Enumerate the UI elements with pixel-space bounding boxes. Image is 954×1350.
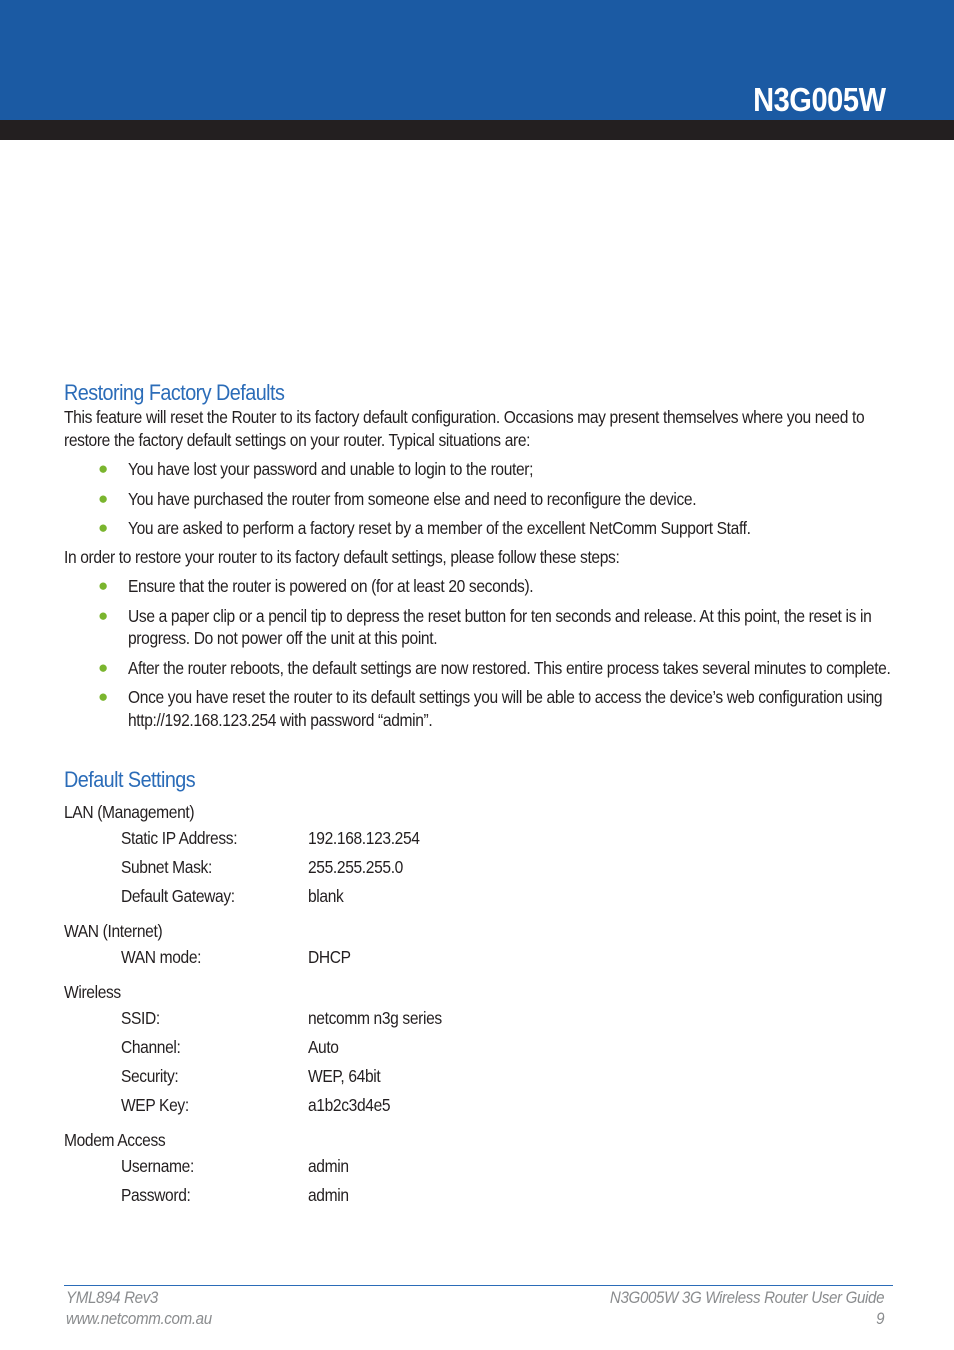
settings-row [64, 1032, 894, 1061]
bullet-icon: ● [98, 687, 108, 706]
setting-value: Auto [308, 1036, 339, 1057]
setting-value: 192.168.123.254 [308, 827, 420, 848]
list-item: ● You are asked to perform a factory reset by a member of the excellent NetComm Support Staff. [98, 518, 751, 538]
settings-row [64, 881, 894, 910]
settings-group-wireless [64, 981, 894, 1119]
settings-row [64, 1151, 894, 1180]
setting-key: Channel: [120, 1036, 181, 1057]
settings-row [64, 1061, 894, 1090]
setting-value: 255.255.255.0 [308, 856, 403, 877]
settings-group-modem-access [64, 1129, 894, 1209]
steps-intro: In order to restore your router to its factory default settings, please follow these steps: [64, 546, 620, 567]
website-link[interactable]: www.netcomm.com.au [66, 1309, 212, 1328]
bullet-icon: ● [98, 576, 108, 595]
group-label: Wireless [64, 982, 121, 1002]
setting-value: WEP, 64bit [308, 1065, 381, 1086]
header-strip [0, 120, 954, 140]
setting-value: a1b2c3d4e5 [308, 1094, 391, 1115]
footer-divider [64, 1285, 893, 1286]
page-content [64, 380, 894, 1209]
list-item: ● You have lost your password and unable to login to the router; [98, 459, 534, 479]
list-item: ● Ensure that the router is powered on (for at least 20 seconds). [98, 576, 534, 596]
settings-row [64, 852, 894, 881]
list-item: ● Use a paper clip or a pencil tip to depress the reset button for ten seconds and release. At this point, the reset is in progress. Do not power off the unit at this point. [98, 605, 872, 648]
setting-value: netcomm n3g series [308, 1007, 442, 1028]
settings-group-wan [64, 920, 894, 971]
setting-value: admin [308, 1155, 349, 1176]
setting-key: Username: [120, 1155, 194, 1176]
situations-list [64, 458, 894, 540]
setting-value: DHCP [308, 946, 351, 967]
doc-code: YML894 Rev3 [66, 1288, 158, 1307]
footer-left [66, 1287, 212, 1329]
settings-row [64, 1003, 894, 1032]
bullet-icon: ● [98, 488, 108, 508]
restoring-intro: This feature will reset the Router to its factory default configuration. Occasions may present themselves where you need to restore the factory default settings on your router. Typical situations are: [64, 407, 865, 450]
footer-right [610, 1287, 884, 1329]
list-item: ● You have purchased the router from someone else and need to reconfigure the device. [98, 488, 697, 509]
settings-row [64, 942, 894, 971]
default-settings-heading: Default Settings [64, 767, 196, 792]
steps-list [64, 575, 894, 731]
restoring-heading: Restoring Factory Defaults [64, 380, 285, 405]
setting-key: Password: [120, 1184, 191, 1205]
setting-value: blank [308, 885, 344, 906]
list-item: ● Once you have reset the router to its default settings you will be able to access the device’s web configuration using http://192.168.123.254 with password “admin”. [98, 687, 883, 730]
settings-row [64, 823, 894, 852]
settings-row [64, 1090, 894, 1119]
setting-key: WEP Key: [120, 1094, 189, 1115]
bullet-icon: ● [98, 459, 108, 478]
group-label: Modem Access [64, 1130, 166, 1150]
setting-key: SSID: [120, 1007, 160, 1028]
settings-row [64, 1180, 894, 1209]
bullet-icon: ● [98, 518, 108, 537]
page-number: 9 [875, 1309, 884, 1328]
bullet-icon: ● [98, 605, 108, 625]
list-item: ● After the router reboots, the default settings are now restored. This entire process takes several minutes to complete. [98, 657, 891, 678]
setting-value: admin [308, 1184, 349, 1205]
guide-title: N3G005W 3G Wireless Router User Guide [609, 1288, 884, 1307]
group-label: LAN (Management) [64, 802, 195, 822]
bullet-icon: ● [98, 657, 108, 677]
setting-key: Subnet Mask: [120, 856, 212, 877]
setting-key: Default Gateway: [120, 885, 235, 906]
model-title: N3G005W [753, 81, 886, 118]
setting-key: WAN mode: [120, 946, 202, 967]
setting-key: Static IP Address: [120, 827, 238, 848]
setting-key: Security: [120, 1065, 179, 1086]
settings-group-lan [64, 801, 894, 910]
group-label: WAN (Internet) [64, 921, 163, 941]
